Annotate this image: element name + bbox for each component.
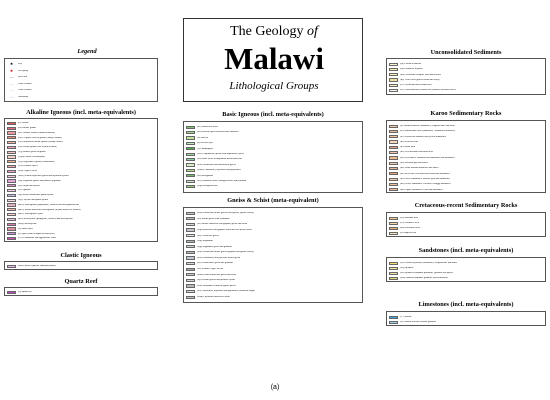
legend-symbol-icon: ★ xyxy=(9,67,14,73)
karoo-list xyxy=(389,124,455,193)
legend-entry-label: (Xh) Charnockitic gneiss and granulite xyxy=(197,262,234,265)
color-swatch xyxy=(389,125,398,128)
color-swatch xyxy=(7,203,16,206)
color-swatch xyxy=(389,73,398,76)
title-main: Malawi xyxy=(224,41,324,76)
legend-entry-label: (Kb) Chiweta Beds xyxy=(400,140,418,143)
legend-entry-label: (KB) Upper Sandstones: Grits and sandstones xyxy=(400,188,443,191)
legend-entry-label: (GR) Biotite granite (late to post-tectonic) xyxy=(18,146,58,149)
color-swatch xyxy=(186,212,195,215)
title-prefix: The Geology xyxy=(230,24,304,39)
color-swatch xyxy=(389,272,398,275)
color-swatch xyxy=(389,222,398,225)
karoo-title: Karoo Sedimentary Rocks xyxy=(430,110,502,117)
color-swatch xyxy=(7,199,16,202)
color-swatch xyxy=(389,188,398,191)
legend-entry-label: (GR) Aegirine-riebeck granite (Mlanje Massif) xyxy=(18,136,62,139)
color-swatch xyxy=(389,146,398,149)
color-swatch xyxy=(7,194,16,197)
legend-entry-label: (Yg) Granite gneiss & granite xyxy=(18,151,46,153)
color-swatch xyxy=(389,78,398,81)
legend-entry-label: (CA) Carbonatite and agglomerate vents xyxy=(18,237,56,240)
color-swatch xyxy=(186,290,195,293)
legend-entry-label: (Ry) Terilel beds (gravels sands and clays) xyxy=(400,78,440,81)
legend-entry-label: (Q) Quartz reef xyxy=(18,291,33,294)
legend-entry-label: (Ce) Colluvium and residual soils (shallow basement cover) xyxy=(400,89,456,92)
legend-entry-label: (Xb) Basic rocks; metagabbros and metadolerite xyxy=(197,158,243,161)
gneiss-list xyxy=(186,211,255,301)
color-swatch xyxy=(7,189,16,192)
color-swatch xyxy=(186,126,195,129)
unconsolidated-title: Unconsolidated Sediments xyxy=(430,49,502,56)
basic-box xyxy=(183,121,363,193)
cretaceous-title: Cretaceous-recent Sedimentary Rocks xyxy=(414,202,518,209)
legend-symbol-icon: — xyxy=(9,93,14,99)
gneiss-title: Gneiss & Schist (meta-equivalent) xyxy=(227,197,319,204)
color-swatch xyxy=(186,185,195,188)
color-swatch xyxy=(7,160,16,163)
legend-symbol-icon: ★ xyxy=(9,61,14,67)
color-swatch xyxy=(186,223,195,226)
color-swatch xyxy=(7,179,16,182)
color-swatch xyxy=(7,223,16,226)
karoo-box xyxy=(386,120,546,193)
legend-entry-label: (Gb) Biotite granite xyxy=(18,127,37,130)
color-swatch xyxy=(7,208,16,211)
alkaline-title: Alkaline Igneous (incl. meta-equivalents) xyxy=(26,109,136,116)
color-swatch xyxy=(7,265,16,268)
legend-symbol-icon: — xyxy=(9,80,14,86)
color-swatch xyxy=(186,273,195,276)
legend-entry-label: (Xsa) Augen Gneiss xyxy=(18,170,37,173)
legend-entry xyxy=(186,294,255,300)
color-swatch xyxy=(389,130,398,133)
color-swatch xyxy=(7,175,16,178)
color-swatch xyxy=(186,153,195,156)
legend-item xyxy=(7,94,32,101)
legend-box xyxy=(4,58,158,102)
legend-entry-label: (mG1) Microgranite dykes xyxy=(18,213,43,216)
color-swatch xyxy=(389,63,398,66)
color-swatch xyxy=(7,151,16,154)
legend-entry-label: (Kh) Lower Sandstones: Horizon of Baggy mudstones xyxy=(400,183,451,186)
legend-entry-label: (Xb) Ultrabasic rocks: Metapyroxenite and peridotite xyxy=(197,179,247,182)
color-swatch xyxy=(389,151,398,154)
legend-entry-label: (Ko) Coal measures and basal beds xyxy=(400,151,433,154)
color-swatch xyxy=(186,180,195,183)
legend-entry xyxy=(389,320,436,325)
title-of: of xyxy=(307,24,318,39)
color-swatch xyxy=(7,232,16,235)
figure-caption: (a) xyxy=(270,384,280,391)
color-swatch xyxy=(7,122,16,125)
legend-entry xyxy=(389,231,420,236)
sandstones-box xyxy=(386,257,546,282)
color-swatch xyxy=(186,240,195,243)
color-swatch xyxy=(389,68,398,71)
legend-entry-label: (Xih) Quartzofeldspathic granulite with hornblende xyxy=(400,277,448,280)
legend-entry-label: (a) Aplite (alkali feldspar & muscovite) xyxy=(18,232,55,235)
color-swatch xyxy=(7,131,16,134)
color-swatch xyxy=(389,89,398,92)
cretaceous-box xyxy=(386,212,546,237)
legend-entry-label: (Kd) Dolerite dykes and associated intrusives xyxy=(197,131,240,134)
legend-entry-label: (Xaml) Cataclasites, mylonites and phyllonites xyxy=(197,169,241,172)
legend-entry-label: (G) Granite xyxy=(18,122,29,125)
color-swatch xyxy=(389,232,398,235)
legend-entry-label: (Xsm) Phyllonitic muscovite schist xyxy=(197,296,230,299)
legend-entry-label: 100m Contour xyxy=(18,89,32,92)
legend-symbol-icon: — xyxy=(9,87,14,93)
sandstones-list xyxy=(389,261,457,282)
legend-entry-label: (mSy) Microsyenite xyxy=(18,222,37,225)
color-swatch xyxy=(389,84,398,87)
legend-entry-label: (Mw) Lacustrine sandpits, bars and beaches xyxy=(400,73,441,76)
legend-entry-label: (K) Undifferentiated: sandstones, conglomerates and shales xyxy=(400,124,456,127)
legend-entry-label: (Xc) Marble and calc-silicate granulite xyxy=(400,321,437,324)
color-swatch xyxy=(186,245,195,248)
legend-entry-label: (mG2) Biotite-microcline-microgranite (in part sheared or foliated) xyxy=(18,208,81,211)
color-swatch xyxy=(186,158,195,161)
color-swatch xyxy=(7,146,16,149)
color-swatch xyxy=(186,131,195,134)
color-swatch xyxy=(389,267,398,270)
legend-entry-label: (Xbl) Hornblende-biotite gneiss (graphite and garnet locally) xyxy=(197,251,254,254)
unconsolidated-list xyxy=(389,62,456,94)
cretaceous-list xyxy=(389,216,420,237)
color-swatch xyxy=(389,316,398,319)
legend-entry-label: (Ql) Fluvial sediments xyxy=(400,62,421,65)
legend-entry-label: (Sy2) Syenite and quartz-syenite xyxy=(18,198,49,201)
color-swatch xyxy=(389,156,398,159)
color-swatch xyxy=(186,251,195,254)
legend-entry-label: (Ko) Red Beds: Red marls and calcareous sandstones xyxy=(400,172,450,175)
limestones-title: Limestones (incl. meta-equivalents) xyxy=(418,301,514,308)
legend-entry-label: (K3) Intermediate beds (sandstones - mudstones/siltstones) xyxy=(400,130,456,133)
color-swatch xyxy=(7,218,16,221)
legend-entry-label: (Xm) Hornblende-biotite gneiss (semi-pelitic, garnet locally) xyxy=(197,212,254,215)
legend-entry-label: (Ql) Lacustrine deposits xyxy=(400,68,423,71)
legend-entry-label: (Xs) Cataclasites, mylonites and phyllonites (unknown origin) xyxy=(197,290,255,293)
alkaline-list xyxy=(7,121,81,241)
title-line-1 xyxy=(184,25,364,39)
legend-entry xyxy=(7,264,56,269)
legend-entry-label: (K3) Basal Beds xyxy=(400,146,416,149)
legend-entry xyxy=(389,187,455,192)
color-swatch xyxy=(389,140,398,143)
legend-entry-label: (Kv) Basalt lava flows xyxy=(197,126,219,129)
legend-entry-label: (YgD) Granite (Dzalanyama) xyxy=(18,155,46,158)
quartz-list xyxy=(7,290,32,295)
legend-entry-label: Hot Spring xyxy=(18,69,29,72)
legend-symbol-icon: — xyxy=(9,74,14,80)
unconsolidated-box xyxy=(386,58,546,95)
legend-entry-label: (Yxa) Granitic dykes xyxy=(18,165,38,168)
quartz-title: Quartz Reef xyxy=(64,278,98,285)
legend-entry-label: (Xney) Biotite-nepheline-gneiss and nepheline-syenite xyxy=(18,174,69,177)
color-swatch xyxy=(389,262,398,265)
legend-entry-label: (Sy) Biotite-hornblende quartz syenite xyxy=(18,194,54,197)
legend-entry-label: (Xcc) Cordierite gneiss xyxy=(197,234,219,237)
legend-entry-label: (Xgl) Migmatitic gneiss and granulite xyxy=(197,245,233,248)
color-swatch xyxy=(389,217,398,220)
legend-entry-label: (Xbi) Sillimanite-cordierite-garnet gneiss xyxy=(197,284,236,287)
basic-list xyxy=(186,125,247,190)
clastic-title: Clastic Igneous xyxy=(60,252,102,259)
color-swatch xyxy=(186,268,195,271)
color-swatch xyxy=(186,217,195,220)
legend-entry-label: Rift Fault xyxy=(18,76,27,79)
legend-entry-label: (P) Pegmatite xyxy=(18,189,31,192)
gneiss-box xyxy=(183,207,363,303)
legend-title: Legend xyxy=(77,48,97,55)
limestones-list xyxy=(389,315,436,325)
legend-entry-label: (Xa) Perthitic Augen Gneiss xyxy=(197,268,224,271)
color-swatch xyxy=(389,321,398,324)
color-swatch xyxy=(7,184,16,187)
clastic-box xyxy=(4,261,158,270)
color-swatch xyxy=(389,277,398,280)
color-swatch xyxy=(389,167,398,170)
legend-list xyxy=(7,61,32,100)
color-swatch xyxy=(7,127,16,130)
legend-entry-label: (Xq) Quartzite xyxy=(400,267,414,270)
color-swatch xyxy=(186,256,195,259)
color-swatch xyxy=(7,165,16,168)
color-swatch xyxy=(7,227,16,230)
clastic-list xyxy=(7,264,56,269)
color-swatch xyxy=(7,291,16,294)
legend-entry-label: (Xgs) Migmatitic xyxy=(197,240,214,243)
color-swatch xyxy=(186,296,195,299)
legend-entry-label: (D) Dorite dyke xyxy=(18,227,33,230)
legend-entry-label: Waterbody xyxy=(18,95,29,98)
legend-entry-label: (Cd) Dinosaur beds xyxy=(400,216,419,219)
legend-entry-label: (Ch) Chitimwe Beds xyxy=(400,222,420,225)
color-swatch xyxy=(186,163,195,166)
color-swatch xyxy=(186,284,195,287)
legend-entry-label: (Ko) Mwanza grits and shales xyxy=(400,162,428,165)
legend-entry-label: (mG3) Microgranite (porphyritic, sheared) and microgranodiorite xyxy=(18,203,80,206)
legend-entry-label: (S) Sungwa Beds xyxy=(400,232,417,235)
color-swatch xyxy=(186,147,195,150)
limestones-box xyxy=(386,311,546,326)
legend-entry-label: (YaN) Amphibolite gneiss with amphibolite dykes xyxy=(197,152,244,155)
legend-entry xyxy=(7,290,32,295)
color-swatch xyxy=(389,135,398,138)
legend-entry-label: (Ma) Chilwa Sequence (undifferentiated) xyxy=(18,265,57,268)
color-swatch xyxy=(186,169,195,172)
legend-entry-label: (Xo) Biotite-muscovite and graphite gneiss and schist xyxy=(197,223,248,226)
color-swatch xyxy=(7,170,16,173)
legend-entry xyxy=(389,276,457,281)
color-swatch xyxy=(186,279,195,282)
color-swatch xyxy=(7,237,16,240)
legend-entry-label: (D) Dolerite xyxy=(197,136,209,139)
legend-entry-label: (Xn) Quartzo-feldspathic psammite, granulite and gneiss xyxy=(400,272,453,275)
color-swatch xyxy=(7,213,16,216)
sandstones-title: Sandstones (incl. meta-equivalents) xyxy=(418,247,514,254)
alkaline-box xyxy=(4,118,158,242)
color-swatch xyxy=(186,136,195,139)
quartz-box xyxy=(4,287,158,296)
legend-entry-label: (Gu) Hornblende-biotite granite (Mlanje Massif) xyxy=(18,141,64,144)
legend-entry-label: (d) Dolerite dyke xyxy=(197,142,214,145)
color-swatch xyxy=(7,155,16,158)
color-swatch xyxy=(389,178,398,181)
legend-entry-label: (Ny) Nepheline-syenite xyxy=(18,184,40,187)
color-swatch xyxy=(186,142,195,145)
legend-entry-label: (Yp) Pegmatitic gneiss and massive pegmatite xyxy=(18,179,61,182)
legend-entry-label: (Gl) Alkaline Granite (undifferentiated) xyxy=(18,131,55,134)
color-swatch xyxy=(389,172,398,175)
color-swatch xyxy=(389,227,398,230)
legend-entry-label: (mS) Microsyenite (porphyritic, sheared) and microsyenite xyxy=(18,218,73,221)
legend-entry-label: (Cv) Colluvium and residual soils xyxy=(400,84,432,87)
title-subtitle: Lithological Groups xyxy=(229,80,319,92)
legend-entry-label: 500m Contour xyxy=(18,82,32,85)
legend-entry-label: (L) Lamprophyre xyxy=(197,147,214,150)
color-swatch xyxy=(389,183,398,186)
legend-entry-label: City xyxy=(18,63,23,66)
color-swatch xyxy=(7,141,16,144)
legend-entry-label: (Ls) Calcareous pebbley sandstones, conglomerate and marls xyxy=(400,261,457,264)
legend-entry-label: (Xap) Muscovite and graphite schist and calc-pelitic schist xyxy=(197,228,252,231)
legend-entry xyxy=(7,236,81,241)
legend-entry xyxy=(389,88,456,93)
map-title-box xyxy=(183,18,363,102)
color-swatch xyxy=(186,228,195,231)
legend-entry-label: (Bd) Chiwondo Beds xyxy=(400,227,420,230)
legend-entry-label: (Ko) Coal shales: carbonaceous mudstones and sandstones xyxy=(400,156,455,159)
legend-entry-label: (Xbz) Hornblende and pyroxene-biotite gneiss xyxy=(197,256,241,259)
color-swatch xyxy=(186,174,195,177)
legend-entry-label: (Ka) North Rukuru mudstones and shales xyxy=(400,167,439,170)
legend-entry-label: (Xd) Metagabbro xyxy=(197,174,214,177)
color-swatch xyxy=(7,136,16,139)
legend-entry-label: (Y1) Marble xyxy=(400,315,412,318)
color-swatch xyxy=(186,262,195,265)
legend-entry-label: (Yg) Hypersthene granite (charnockitic) xyxy=(18,160,56,163)
color-swatch xyxy=(389,162,398,165)
legend-entry-label: (K3) Calcareous siltstones and yellow mudstones xyxy=(400,135,446,138)
legend-entry xyxy=(186,184,247,189)
legend-entry-label: (Xs) Biotite gneiss with Sillimanite xyxy=(197,217,230,220)
basic-title: Basic Igneous (incl. meta-equivalents) xyxy=(222,111,324,118)
legend-entry-label: (Xms) Biotite-muscovite gneiss and schist xyxy=(197,273,237,276)
color-swatch xyxy=(186,234,195,237)
legend-entry-label: (Xp) Perthite-gneiss and perthitic syenite xyxy=(197,279,236,282)
legend-entry-label: (Ki) Lower Sandstones: Massive grits and sandstones xyxy=(400,177,450,180)
legend-entry-label: (Xap) Metapyroxenite xyxy=(197,185,218,188)
legend-entry-label: (Xba) Anorthosite and anorthositic gneiss xyxy=(197,163,236,166)
